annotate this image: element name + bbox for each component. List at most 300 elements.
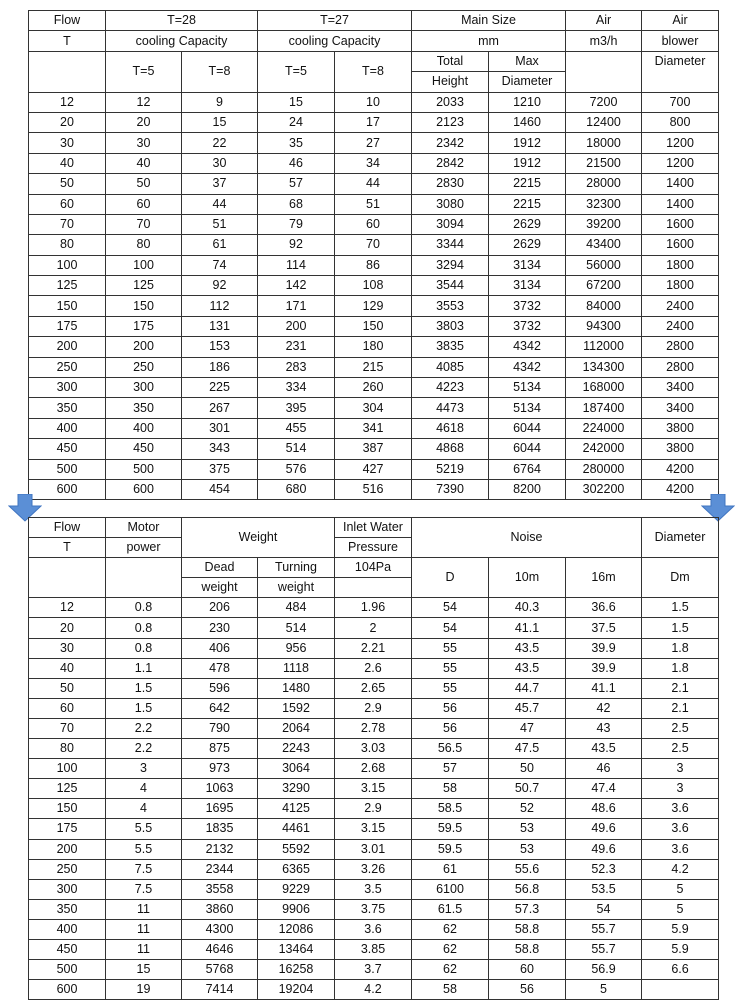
table-cell: 80	[29, 235, 106, 255]
table-cell: 2400	[642, 316, 719, 336]
table-cell: 2243	[258, 739, 335, 759]
table-cell: 175	[106, 316, 182, 336]
table-cell: 70	[106, 214, 182, 234]
table-cell: 260	[335, 378, 412, 398]
table-cell: 956	[258, 638, 335, 658]
table-cell: 60	[29, 194, 106, 214]
table-cell: 60	[29, 698, 106, 718]
table-cell: 45.7	[489, 698, 566, 718]
table-cell: 1400	[642, 174, 719, 194]
table-cell: 1.5	[106, 678, 182, 698]
table-cell: 1600	[642, 214, 719, 234]
table-cell: 400	[106, 418, 182, 438]
table-cell: 44.7	[489, 678, 566, 698]
header-cell: Max	[489, 51, 566, 71]
table-cell: 576	[258, 459, 335, 479]
table-cell: 52.3	[566, 859, 642, 879]
table-cell: 242000	[566, 439, 642, 459]
table-cell: 3.5	[335, 879, 412, 899]
table-cell: 600	[29, 980, 106, 1000]
table-cell: 39.9	[566, 638, 642, 658]
table-cell: 5	[642, 899, 719, 919]
table-cell: 32300	[566, 194, 642, 214]
table-cell: 3400	[642, 378, 719, 398]
table-row	[29, 658, 719, 678]
table-cell: 250	[29, 357, 106, 377]
table-cell: 56000	[566, 255, 642, 275]
header-cell: Height	[412, 72, 489, 92]
table-cell: 4	[106, 799, 182, 819]
table-cell: 39.9	[566, 658, 642, 678]
table-cell: 875	[182, 739, 258, 759]
table-cell: 12086	[258, 919, 335, 939]
table-cell: 5768	[182, 960, 258, 980]
table-cell: 700	[642, 92, 719, 112]
table-cell: 55	[412, 678, 489, 698]
table-cell: 9	[182, 92, 258, 112]
table-cell: 92	[258, 235, 335, 255]
table-cell: 283	[258, 357, 335, 377]
table-row	[29, 698, 719, 718]
table-cell: 300	[29, 879, 106, 899]
table-cell: 4618	[412, 418, 489, 438]
table-cell: 100	[29, 759, 106, 779]
table-cell: 42	[566, 698, 642, 718]
table-cell: 2.2	[106, 718, 182, 738]
table-cell: 43.5	[489, 658, 566, 678]
table-cell: 231	[258, 337, 335, 357]
table-cell: 4200	[642, 479, 719, 499]
table-cell: 4.2	[642, 859, 719, 879]
table-cell: 2033	[412, 92, 489, 112]
table-cell: 7200	[566, 92, 642, 112]
table-cell: 600	[106, 479, 182, 499]
table-cell: 187400	[566, 398, 642, 418]
header-cell: Air	[566, 11, 642, 31]
table-cell: 24	[258, 112, 335, 132]
table-cell: 2629	[489, 235, 566, 255]
table-cell: 94300	[566, 316, 642, 336]
header-cell	[566, 51, 642, 92]
table-cell: 2.78	[335, 718, 412, 738]
table-row	[29, 214, 719, 234]
table-row	[29, 980, 719, 1000]
table-cell: 46	[566, 759, 642, 779]
table-cell: 43.5	[566, 739, 642, 759]
header-cell: T=27	[258, 11, 412, 31]
table-cell: 1.1	[106, 658, 182, 678]
table-cell: 11	[106, 939, 182, 959]
header-cell: Diameter	[642, 51, 719, 92]
table-cell: 18000	[566, 133, 642, 153]
table-cell: 973	[182, 759, 258, 779]
table-cell: 514	[258, 618, 335, 638]
table-cell: 3	[106, 759, 182, 779]
table-cell: 1200	[642, 153, 719, 173]
table-cell: 3.6	[642, 799, 719, 819]
table-row	[29, 459, 719, 479]
table-cell: 30	[29, 133, 106, 153]
table-cell: 0.8	[106, 618, 182, 638]
table-cell: 6.6	[642, 960, 719, 980]
header-cell: T=28	[106, 11, 258, 31]
table-cell: 484	[258, 598, 335, 618]
header-cell: power	[106, 538, 182, 558]
table-cell: 10	[335, 92, 412, 112]
table-cell: 7390	[412, 479, 489, 499]
table-cell: 400	[29, 919, 106, 939]
table-row	[29, 859, 719, 879]
table-cell: 5.5	[106, 819, 182, 839]
table-cell: 3.7	[335, 960, 412, 980]
table-cell: 80	[29, 739, 106, 759]
table-cell: 250	[106, 357, 182, 377]
header-cell: T=5	[106, 51, 182, 92]
table-cell: 58.8	[489, 939, 566, 959]
header-cell: Dm	[642, 558, 719, 598]
table-cell: 400	[29, 418, 106, 438]
table-cell: 600	[29, 479, 106, 499]
table-cell: 500	[106, 459, 182, 479]
table-cell: 2344	[182, 859, 258, 879]
table-cell: 61.5	[412, 899, 489, 919]
table-cell: 74	[182, 255, 258, 275]
table-cell: 3.15	[335, 779, 412, 799]
table-cell: 3.75	[335, 899, 412, 919]
table-cell: 100	[106, 255, 182, 275]
table-cell: 200	[29, 337, 106, 357]
table-cell: 5134	[489, 378, 566, 398]
table-cell: 62	[412, 919, 489, 939]
table-cell: 224000	[566, 418, 642, 438]
table-cell: 67200	[566, 276, 642, 296]
header-cell	[106, 558, 182, 598]
table-cell: 4473	[412, 398, 489, 418]
table-cell: 50	[489, 759, 566, 779]
table-cell: 1.5	[642, 598, 719, 618]
table-cell: 125	[29, 276, 106, 296]
table-row	[29, 439, 719, 459]
table-row	[29, 739, 719, 759]
table-cell: 153	[182, 337, 258, 357]
table-row	[29, 678, 719, 698]
table-cell: 350	[29, 398, 106, 418]
table-cell: 55	[412, 658, 489, 678]
table-cell: 6044	[489, 439, 566, 459]
table-cell: 112000	[566, 337, 642, 357]
table-cell: 9229	[258, 879, 335, 899]
table-cell: 790	[182, 718, 258, 738]
table-cell: 129	[335, 296, 412, 316]
table-cell: 59.5	[412, 839, 489, 859]
table-cell: 4125	[258, 799, 335, 819]
table-cell: 62	[412, 960, 489, 980]
table-cell: 302200	[566, 479, 642, 499]
header-cell: 10m	[489, 558, 566, 598]
table-cell: 301	[182, 418, 258, 438]
table-cell: 2.9	[335, 698, 412, 718]
table-cell: 41.1	[566, 678, 642, 698]
header-cell: Weight	[182, 518, 335, 558]
table-cell: 12	[106, 92, 182, 112]
table-cell: 680	[258, 479, 335, 499]
table-cell: 800	[642, 112, 719, 132]
table-cell: 1600	[642, 235, 719, 255]
table-cell: 1.96	[335, 598, 412, 618]
table-cell: 92	[182, 276, 258, 296]
header-cell: Flow	[29, 11, 106, 31]
table-cell: 3800	[642, 418, 719, 438]
table-row	[29, 939, 719, 959]
table-cell: 1695	[182, 799, 258, 819]
table-cell: 8200	[489, 479, 566, 499]
table-cell: 50.7	[489, 779, 566, 799]
table-cell: 2.1	[642, 678, 719, 698]
table-cell: 7414	[182, 980, 258, 1000]
table-cell: 17	[335, 112, 412, 132]
table-cell: 642	[182, 698, 258, 718]
header-cell	[29, 51, 106, 92]
header-cell: T	[29, 31, 106, 51]
table-cell: 3835	[412, 337, 489, 357]
table-cell: 7.5	[106, 859, 182, 879]
table-cell: 186	[182, 357, 258, 377]
table-cell: 2064	[258, 718, 335, 738]
table-cell: 100	[29, 255, 106, 275]
table-cell: 39200	[566, 214, 642, 234]
table-cell: 80	[106, 235, 182, 255]
table-cell: 3134	[489, 276, 566, 296]
table-cell: 56.9	[566, 960, 642, 980]
table-cell: 1835	[182, 819, 258, 839]
header-cell: T=8	[182, 51, 258, 92]
table-cell: 2132	[182, 839, 258, 859]
table-row	[29, 819, 719, 839]
header-cell: D	[412, 558, 489, 598]
table-cell: 53	[489, 819, 566, 839]
table-cell: 5.9	[642, 939, 719, 959]
table-row	[29, 479, 719, 499]
table-cell: 300	[106, 378, 182, 398]
table-cell: 1912	[489, 153, 566, 173]
header-cell: 16m	[566, 558, 642, 598]
table-cell: 2215	[489, 194, 566, 214]
table-cell: 1800	[642, 276, 719, 296]
header-cell: Pressure	[335, 538, 412, 558]
table-cell: 59.5	[412, 819, 489, 839]
table-cell: 55	[412, 638, 489, 658]
table-cell: 516	[335, 479, 412, 499]
table-cell: 3400	[642, 398, 719, 418]
table-cell: 62	[412, 939, 489, 959]
table-cell: 3803	[412, 316, 489, 336]
table-cell: 3080	[412, 194, 489, 214]
table-cell: 343	[182, 439, 258, 459]
table-cell: 9906	[258, 899, 335, 919]
table-cell: 2800	[642, 337, 719, 357]
header-row	[29, 558, 719, 578]
table-row	[29, 759, 719, 779]
table-cell: 131	[182, 316, 258, 336]
header-row	[29, 31, 719, 51]
table-cell: 86	[335, 255, 412, 275]
table-cell: 3.6	[642, 819, 719, 839]
table-row	[29, 194, 719, 214]
table-row	[29, 276, 719, 296]
table-cell: 58	[412, 980, 489, 1000]
table-cell: 150	[29, 799, 106, 819]
table-cell: 3732	[489, 296, 566, 316]
table-cell: 6100	[412, 879, 489, 899]
table-cell: 22	[182, 133, 258, 153]
table-cell: 52	[489, 799, 566, 819]
table-cell: 43400	[566, 235, 642, 255]
table-cell: 230	[182, 618, 258, 638]
table-cell: 79	[258, 214, 335, 234]
table-cell: 350	[106, 398, 182, 418]
table-row	[29, 255, 719, 275]
header-cell	[335, 578, 412, 598]
table-cell: 15	[258, 92, 335, 112]
table-cell: 60	[489, 960, 566, 980]
header-cell: weight	[182, 578, 258, 598]
table-cell: 3.03	[335, 739, 412, 759]
table-cell: 3294	[412, 255, 489, 275]
table-cell: 108	[335, 276, 412, 296]
table-cell: 43	[566, 718, 642, 738]
table-cell: 2123	[412, 112, 489, 132]
table-cell: 15	[182, 112, 258, 132]
table-cell: 304	[335, 398, 412, 418]
table-cell: 41.1	[489, 618, 566, 638]
table-cell: 150	[335, 316, 412, 336]
table-cell: 2	[335, 618, 412, 638]
table-cell: 57	[412, 759, 489, 779]
table-cell: 1480	[258, 678, 335, 698]
table-cell: 5219	[412, 459, 489, 479]
table-cell: 2.1	[642, 698, 719, 718]
header-cell: Motor	[106, 518, 182, 538]
table-cell: 56.8	[489, 879, 566, 899]
table-cell: 56	[412, 698, 489, 718]
table-cell: 112	[182, 296, 258, 316]
table-cell: 4	[106, 779, 182, 799]
table-cell: 49.6	[566, 819, 642, 839]
table-cell: 4223	[412, 378, 489, 398]
table-cell: 46	[258, 153, 335, 173]
table-cell: 6365	[258, 859, 335, 879]
table-cell: 40	[29, 658, 106, 678]
table-cell: 175	[29, 316, 106, 336]
table-cell: 3544	[412, 276, 489, 296]
table-cell: 134300	[566, 357, 642, 377]
header-row	[29, 11, 719, 31]
header-cell: Air	[642, 11, 719, 31]
header-cell: 104Pa	[335, 558, 412, 578]
table-cell: 70	[29, 718, 106, 738]
table-row	[29, 899, 719, 919]
table-cell: 68	[258, 194, 335, 214]
table-cell: 37	[182, 174, 258, 194]
table-cell: 1.5	[642, 618, 719, 638]
table-cell: 180	[335, 337, 412, 357]
table-cell: 51	[182, 214, 258, 234]
table-cell: 2.2	[106, 739, 182, 759]
table-cell: 4342	[489, 357, 566, 377]
header-cell: T=5	[258, 51, 335, 92]
table-cell: 3553	[412, 296, 489, 316]
table-cell: 3.15	[335, 819, 412, 839]
table-cell: 2400	[642, 296, 719, 316]
table-cell: 3344	[412, 235, 489, 255]
table-cell: 3064	[258, 759, 335, 779]
table-cell: 175	[29, 819, 106, 839]
header-cell: Total	[412, 51, 489, 71]
table-row	[29, 618, 719, 638]
table-cell: 51	[335, 194, 412, 214]
table-cell: 21500	[566, 153, 642, 173]
table-row	[29, 598, 719, 618]
table-cell: 125	[29, 779, 106, 799]
table-cell: 150	[29, 296, 106, 316]
table-row	[29, 799, 719, 819]
table-cell: 3860	[182, 899, 258, 919]
table-cell: 5134	[489, 398, 566, 418]
table-cell: 4200	[642, 459, 719, 479]
table-row	[29, 960, 719, 980]
table-cell: 44	[182, 194, 258, 214]
table-cell: 30	[182, 153, 258, 173]
table-cell: 58	[412, 779, 489, 799]
table-cell: 1912	[489, 133, 566, 153]
table-cell: 56	[489, 980, 566, 1000]
table-cell: 3558	[182, 879, 258, 899]
table-cell: 28000	[566, 174, 642, 194]
table-cell: 7.5	[106, 879, 182, 899]
table-row	[29, 133, 719, 153]
table-cell: 280000	[566, 459, 642, 479]
table-cell: 37.5	[566, 618, 642, 638]
table-cell: 5592	[258, 839, 335, 859]
table-cell: 55.7	[566, 939, 642, 959]
table-cell: 36.6	[566, 598, 642, 618]
table-cell: 61	[412, 859, 489, 879]
table-cell: 200	[258, 316, 335, 336]
table-cell: 215	[335, 357, 412, 377]
specs-table-capacity	[28, 10, 719, 500]
table-cell: 40.3	[489, 598, 566, 618]
table-cell: 57.3	[489, 899, 566, 919]
table-cell: 267	[182, 398, 258, 418]
table-cell: 375	[182, 459, 258, 479]
header-cell: weight	[258, 578, 335, 598]
table-cell: 150	[106, 296, 182, 316]
table-cell: 200	[29, 839, 106, 859]
table-cell: 47.5	[489, 739, 566, 759]
table-cell: 4646	[182, 939, 258, 959]
table-cell: 19	[106, 980, 182, 1000]
table-cell: 12	[29, 92, 106, 112]
table-cell: 30	[29, 638, 106, 658]
table-cell: 20	[106, 112, 182, 132]
table-cell: 114	[258, 255, 335, 275]
table-cell: 206	[182, 598, 258, 618]
table-cell: 54	[412, 618, 489, 638]
table-cell: 427	[335, 459, 412, 479]
table-cell: 12400	[566, 112, 642, 132]
table-cell: 514	[258, 439, 335, 459]
table-cell: 3.6	[335, 919, 412, 939]
